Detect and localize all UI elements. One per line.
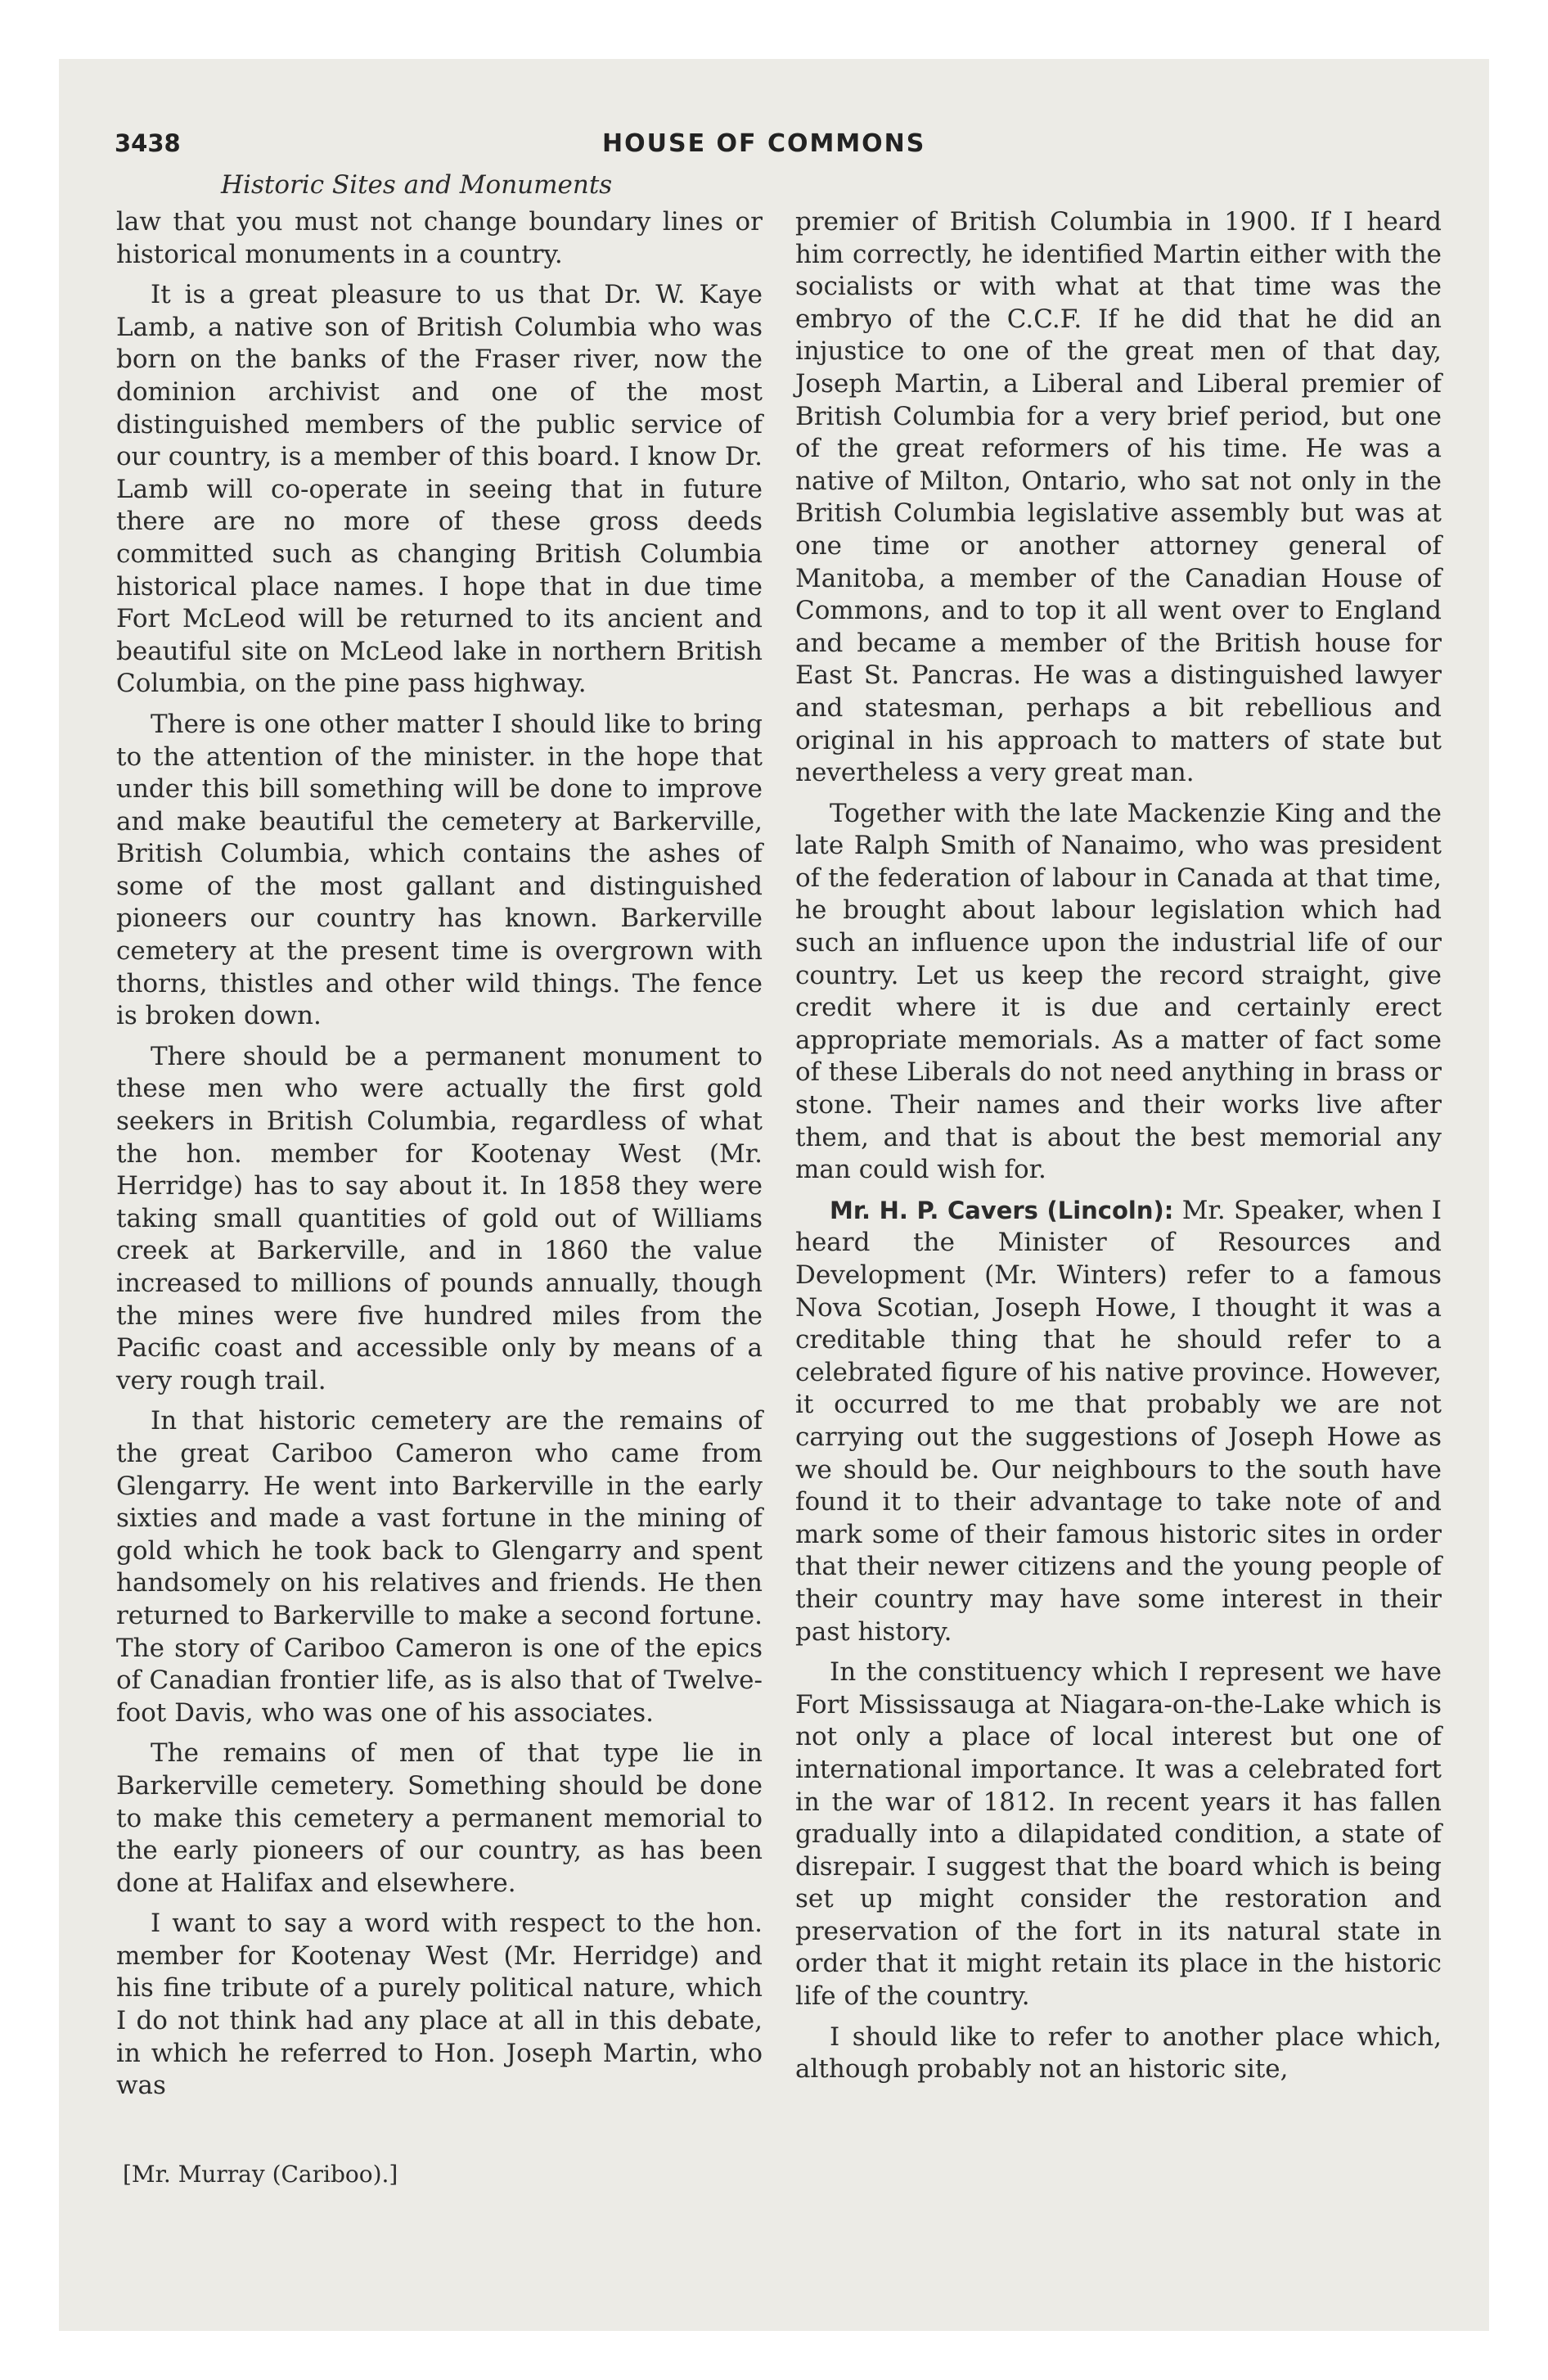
speech-text: Mr. Speaker, when I heard the Minister of Resources and Development (Mr. Winters) refer to a famous Nova Scotian, Joseph Howe, I thought it was a creditable thing that he should refer to a celebrated figure of his native province. However, it occurred to me that probably we are not carrying out the suggestions of Joseph Howe as we should be. Our neighbours to the south have found it to their advantage to take note of and mark some of their famous historic sites in order that their newer citizens and the young people of their country may have some interest in their past history.	[795, 1195, 1442, 1647]
paragraph: premier of British Columbia in 1900. If I heard him correctly, he identified Martin either with the socialists or with what at that time was the embryo of the C.C.F. If he did that he did an injustice to one of the great men of that day, Joseph Martin, a Liberal and Liberal premier of British Columbia for a very brief period, but one of the great reformers of his time. He was a native of Milton, Ontario, who sat not only in the British Columbia legislative assembly but was at one time or another attorney general of Manitoba, a member of the Canadian House of Commons, and to top it all went over to England and became a member of the British house for East St. Pancras. He was a distinguished lawyer and statesman, perhaps a bit rebellious and original in his approach to matters of state but nevertheless a very great man.	[795, 207, 1442, 788]
speech-paragraph	[795, 1195, 1442, 1648]
running-title: HOUSE OF COMMONS	[602, 129, 926, 158]
paragraph: I should like to refer to another place which, although probably not an historic site,	[795, 2022, 1442, 2085]
left-column	[116, 206, 763, 2111]
paragraph: I want to say a word with respect to the hon. member for Kootenay West (Mr. Herridge) and his fine tribute of a purely political nature, which I do not think had any place at all in this debate, in which he referred to Hon. Joseph Martin, who was	[116, 1909, 763, 2101]
speaker-name: Mr. H. P. Cavers (Lincoln):	[830, 1196, 1174, 1224]
page-header	[115, 129, 1456, 170]
paragraph: In that historic cemetery are the remains of the great Cariboo Cameron who came from Glengarry. He went into Barkerville in the early sixties and made a vast fortune in the mining of gold which he took back to Glengarry and spent handsomely on his relatives and friends. He then returned to Barkerville to make a second fortune. The story of Cariboo Cameron is one of the epics of Canadian frontier life, as is also that of Twelve-foot Davis, who was one of his associates.	[116, 1406, 763, 1728]
paragraph: The remains of men of that type lie in Barkerville cemetery. Something should be done to make this cemetery a permanent memorial to the early pioneers of our country, as has been done at Halifax and elsewhere.	[116, 1738, 763, 1898]
speaker-attribution: [Mr. Murray (Cariboo).]	[123, 2161, 398, 2188]
paragraph: There is one other matter I should like to bring to the attention of the minister. in the hope that under this bill something will be done to improve and make beautiful the cemetery at Barkerville, British Columbia, which contains the ashes of some of the most gallant and distinguished pioneers our country has known. Barkerville cemetery at the present time is overgrown with thorns, thistles and other wild things. The fence is broken down.	[116, 709, 763, 1031]
paragraph: Together with the late Mackenzie King and the late Ralph Smith of Nanaimo, who was president of the federation of labour in Canada at that time, he brought about labour legislation which had such an influence upon the industrial life of our country. Let us keep the record straight, give credit where it is due and certainly erect appropriate memorials. As a matter of fact some of these Liberals do not need anything in brass or stone. Their names and their works live after them, and that is about the best memorial any man could wish for.	[795, 798, 1442, 1185]
page-number: 3438	[115, 129, 181, 157]
paragraph: law that you must not change boundary lines or historical monuments in a country.	[116, 207, 763, 269]
paragraph: There should be a permanent monument to these men who were actually the first gold seekers in British Columbia, regardless of what the hon. member for Kootenay West (Mr. Herridge) has to say about it. In 1858 they were taking small quantities of gold out of Williams creek at Barkerville, and in 1860 the value increased to millions of pounds annually, though the mines were five hundred miles from the Pacific coast and accessible only by means of a very rough trail.	[116, 1041, 763, 1395]
subject-heading: Historic Sites and Monuments	[221, 170, 613, 200]
right-column	[795, 206, 1442, 2094]
paragraph: In the constituency which I represent we have Fort Mississauga at Niagara-on-the-Lake which is not only a place of local interest but one of international importance. It was a celebrated fort in the war of 1812. In recent years it has fallen gradually into a dilapidated condition, a state of disrepair. I suggest that the board which is being set up might consider the restoration and preservation of the fort in its natural state in order that it might retain its place in the historic life of the country.	[795, 1657, 1442, 2012]
paragraph: It is a great pleasure to us that Dr. W. Kaye Lamb, a native son of British Columbia who was born on the banks of the Fraser river, now the dominion archivist and one of the most distinguished members of the public service of our country, is a member of this board. I know Dr. Lamb will co-operate in seeing that in future there are no more of these gross deeds committed such as changing British Columbia historical place names. I hope that in due time Fort McLeod will be returned to its ancient and beautiful site on McLeod lake in northern British Columbia, on the pine pass highway.	[116, 280, 763, 699]
